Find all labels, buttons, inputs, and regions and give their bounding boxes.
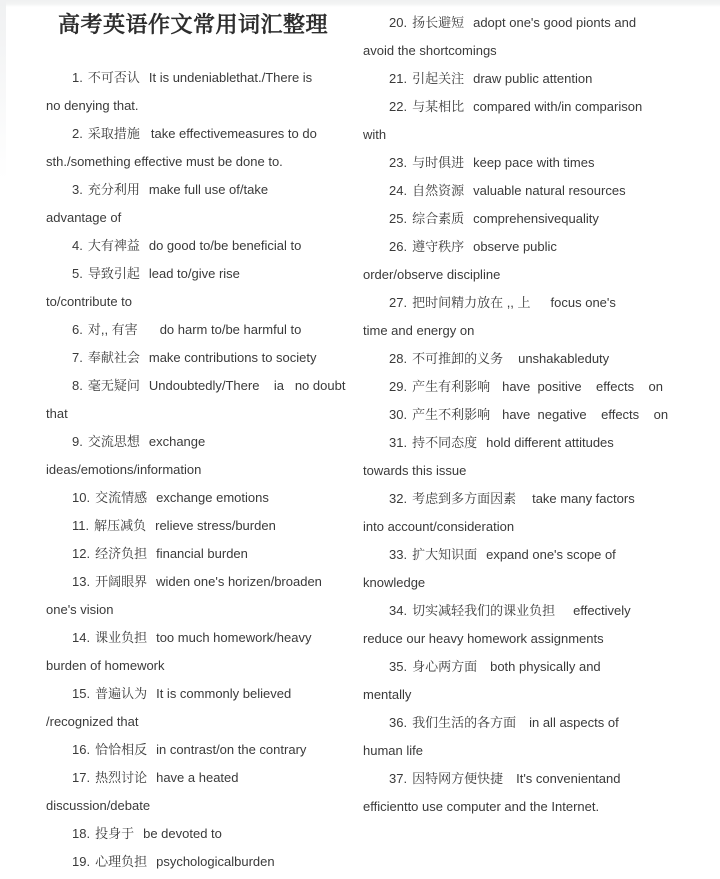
item-number: 25. xyxy=(389,211,408,226)
vocab-item xyxy=(46,64,348,120)
vocab-item-first-line xyxy=(363,653,655,681)
vocab-item-first-line xyxy=(46,820,348,848)
item-number: 8. xyxy=(72,378,83,393)
vocab-item xyxy=(46,428,348,484)
item-number: 20. xyxy=(389,15,408,30)
vocab-item xyxy=(46,764,348,820)
vocab-item-first-line xyxy=(363,485,655,513)
item-term-cn: 充分利用 xyxy=(87,182,140,197)
vocab-item-first-line xyxy=(46,344,348,372)
item-phrase-en: observe public xyxy=(473,239,557,254)
vocab-item-first-line xyxy=(363,541,655,569)
item-number: 23. xyxy=(389,155,408,170)
vocab-item-first-line xyxy=(46,176,348,204)
vocab-item-wrap-line: into account/consideration xyxy=(363,519,515,534)
vocab-item-wrap-line: advantage of xyxy=(46,210,122,225)
item-term-cn: 引起关注 xyxy=(412,71,465,86)
item-number: 3. xyxy=(72,182,83,197)
vocab-item xyxy=(46,540,348,568)
item-number: 37. xyxy=(389,771,408,786)
item-term-cn: 扩大知识面 xyxy=(412,547,478,562)
item-phrase-en: psychologicalburden xyxy=(156,854,275,869)
item-number: 27. xyxy=(389,295,408,310)
vocab-item-wrap-line: order/observe discipline xyxy=(363,267,501,282)
vocab-item-first-line xyxy=(46,260,348,288)
vocab-item-wrap-line: burden of homework xyxy=(46,658,165,673)
vocab-item-first-line xyxy=(46,316,348,344)
item-term-cn: 热烈讨论 xyxy=(95,770,148,785)
vocab-item-wrap-line: time and energy on xyxy=(363,323,475,338)
item-phrase-en: relieve stress/burden xyxy=(155,518,276,533)
item-number: 14. xyxy=(72,630,91,645)
item-number: 35. xyxy=(389,659,408,674)
item-number: 34. xyxy=(389,603,408,618)
vocab-item-first-line xyxy=(363,205,655,233)
vocab-item-first-line xyxy=(363,93,655,121)
vocab-item-first-line xyxy=(46,848,348,876)
vocab-item xyxy=(363,233,655,289)
vocab-item-first-line xyxy=(363,709,655,737)
item-term-cn: 课业负担 xyxy=(95,630,148,645)
item-number: 4. xyxy=(72,238,83,253)
page-edge-shadow-left xyxy=(0,0,6,180)
page-edge-shadow-top xyxy=(0,0,720,7)
item-phrase-en: make contributions to society xyxy=(148,350,317,365)
item-term-cn: 大有禆益 xyxy=(87,238,140,253)
vocab-item-first-line xyxy=(363,149,655,177)
item-number: 9. xyxy=(72,434,83,449)
vocab-item-wrap-line: to/contribute to xyxy=(46,294,132,309)
item-number: 1. xyxy=(72,70,83,85)
item-phrase-en: effectively xyxy=(573,603,631,618)
vocab-item-wrap-line: knowledge xyxy=(363,575,426,590)
vocab-item xyxy=(46,568,348,624)
item-phrase-en: It's convenientand xyxy=(516,771,621,786)
item-number: 18. xyxy=(72,826,91,841)
item-phrase-en: be devoted to xyxy=(143,826,222,841)
item-term-cn: 经济负担 xyxy=(95,546,148,561)
item-term-cn: 因特网方便快捷 xyxy=(412,771,504,786)
item-phrase-en: too much homework/heavy xyxy=(156,630,312,645)
vocab-item-first-line xyxy=(363,233,655,261)
item-term-cn: 考虑到多方面因素 xyxy=(412,491,517,506)
item-phrase-en: do harm to/be harmful to xyxy=(159,322,302,337)
vocab-item-first-line xyxy=(46,540,348,568)
item-phrase-en: unshakableduty xyxy=(518,351,610,366)
item-phrase-en: make full use of/take xyxy=(148,182,269,197)
vocab-item xyxy=(363,149,655,177)
item-term-cn: 我们生活的各方面 xyxy=(412,715,517,730)
vocab-item-first-line xyxy=(46,736,348,764)
item-number: 32. xyxy=(389,491,408,506)
vocab-item xyxy=(46,316,348,344)
item-number: 11. xyxy=(72,518,90,533)
item-phrase-en: exchange xyxy=(148,434,206,449)
vocab-item-first-line xyxy=(46,512,348,540)
item-term-cn: 不可推卸的义务 xyxy=(412,351,504,366)
item-term-cn: 不可否认 xyxy=(87,70,140,85)
item-phrase-en: valuable natural resources xyxy=(473,183,626,198)
item-term-cn: 普遍认为 xyxy=(95,686,148,701)
vocab-item xyxy=(363,597,655,653)
vocab-item-first-line xyxy=(46,64,348,92)
item-number: 29. xyxy=(389,379,408,394)
vocab-item xyxy=(363,653,655,709)
vocab-item xyxy=(363,177,655,205)
item-term-cn: 恰恰相反 xyxy=(95,742,148,757)
item-number: 19. xyxy=(72,854,91,869)
item-phrase-en: have negative effects on xyxy=(502,407,669,422)
item-number: 33. xyxy=(389,547,408,562)
item-term-cn: 把时间精力放在 ,, 上 xyxy=(412,295,531,310)
item-phrase-en: in contrast/on the contrary xyxy=(156,742,307,757)
item-number: 31. xyxy=(389,435,408,450)
vocab-item-wrap-line: sth./something effective must be done to. xyxy=(46,154,283,169)
item-term-cn: 解压减负 xyxy=(94,518,147,533)
item-number: 10. xyxy=(72,490,91,505)
vocab-item-wrap-line: human life xyxy=(363,743,423,758)
vocab-item xyxy=(363,65,655,93)
vocab-item xyxy=(363,709,655,765)
item-term-cn: 毫无疑问 xyxy=(87,378,140,393)
vocab-item-first-line xyxy=(363,289,655,317)
item-number: 24. xyxy=(389,183,408,198)
vocab-item xyxy=(46,344,348,372)
vocab-item-first-line xyxy=(363,9,655,37)
item-phrase-en: do good to/be beneficial to xyxy=(148,238,302,253)
item-number: 2. xyxy=(72,126,83,141)
column-right xyxy=(363,9,669,821)
item-number: 22. xyxy=(389,99,408,114)
item-number: 7. xyxy=(72,350,83,365)
vocab-item xyxy=(363,485,655,541)
item-number: 28. xyxy=(389,351,408,366)
item-phrase-en: have positive effects on xyxy=(502,379,664,394)
item-term-cn: 与某相比 xyxy=(412,99,465,114)
vocab-item-first-line xyxy=(46,428,348,456)
item-phrase-en: expand one's scope of xyxy=(486,547,616,562)
item-number: 21. xyxy=(389,71,408,86)
item-phrase-en: widen one's horizen/broaden xyxy=(156,574,322,589)
vocab-item-first-line xyxy=(363,345,655,373)
item-phrase-en: both physically and xyxy=(490,659,601,674)
vocab-item-first-line xyxy=(46,372,348,400)
vocab-item-wrap-line: avoid the shortcomings xyxy=(363,43,497,58)
item-phrase-en: take effectivemeasures to do xyxy=(150,126,317,141)
vocab-item-wrap-line: reduce our heavy homework assignments xyxy=(363,631,604,646)
page-title: 高考英语作文常用词汇整理 xyxy=(58,12,329,37)
vocab-item-first-line xyxy=(46,232,348,260)
item-term-cn: 交流思想 xyxy=(87,434,140,449)
vocab-item xyxy=(46,232,348,260)
item-phrase-en: focus one's xyxy=(550,295,616,310)
vocab-item-wrap-line: no denying that. xyxy=(46,98,139,113)
vocab-item xyxy=(46,484,348,512)
item-term-cn: 产生有利影响 xyxy=(412,379,491,394)
column-left xyxy=(46,64,348,876)
item-number: 26. xyxy=(389,239,408,254)
vocab-item-first-line xyxy=(46,624,348,652)
vocab-item xyxy=(363,9,655,65)
item-phrase-en: keep pace with times xyxy=(473,155,595,170)
vocab-item-first-line xyxy=(46,484,348,512)
vocab-item xyxy=(363,401,669,429)
vocab-item-first-line xyxy=(363,429,655,457)
item-number: 15. xyxy=(72,686,91,701)
vocab-item-first-line xyxy=(46,120,348,148)
item-term-cn: 与时俱进 xyxy=(412,155,465,170)
item-number: 17. xyxy=(72,770,91,785)
vocab-item-wrap-line: one's vision xyxy=(46,602,114,617)
vocab-item-wrap-line: ideas/emotions/information xyxy=(46,462,202,477)
item-phrase-en: hold different attitudes xyxy=(486,435,614,450)
vocab-item-first-line xyxy=(363,177,655,205)
item-phrase-en: have a heated xyxy=(156,770,239,785)
item-term-cn: 产生不利影响 xyxy=(412,407,491,422)
item-term-cn: 开阔眼界 xyxy=(95,574,148,589)
item-term-cn: 持不同态度 xyxy=(412,435,478,450)
vocab-item xyxy=(46,624,348,680)
item-phrase-en: compared with/in comparison xyxy=(473,99,643,114)
item-number: 30. xyxy=(389,407,408,422)
vocab-item-wrap-line: that xyxy=(46,406,68,421)
vocab-item xyxy=(46,736,348,764)
item-phrase-en: It is undeniablethat./There is xyxy=(148,70,313,85)
vocab-item xyxy=(46,120,348,176)
item-term-cn: 综合素质 xyxy=(412,211,465,226)
item-term-cn: 身心两方面 xyxy=(412,659,478,674)
vocab-item xyxy=(363,429,655,485)
vocab-item-first-line xyxy=(363,765,655,793)
item-term-cn: 遵守秩序 xyxy=(412,239,465,254)
vocab-item xyxy=(46,372,348,428)
vocab-item-wrap-line: towards this issue xyxy=(363,463,467,478)
item-phrase-en: draw public attention xyxy=(473,71,593,86)
item-term-cn: 自然资源 xyxy=(412,183,465,198)
vocab-item xyxy=(46,260,348,316)
item-phrase-en: comprehensivequality xyxy=(473,211,599,226)
vocab-item xyxy=(363,373,664,401)
item-phrase-en: take many factors xyxy=(532,491,635,506)
vocab-item xyxy=(46,680,348,736)
vocab-item xyxy=(46,512,348,540)
item-term-cn: 导致引起 xyxy=(87,266,140,281)
item-number: 12. xyxy=(72,546,91,561)
vocab-item-first-line xyxy=(363,65,655,93)
vocab-item xyxy=(363,289,655,345)
item-term-cn: 奉献社会 xyxy=(87,350,140,365)
vocab-item xyxy=(363,765,655,821)
item-term-cn: 对,, 有害 xyxy=(87,322,138,337)
vocab-item xyxy=(46,820,348,848)
item-term-cn: 扬长避短 xyxy=(412,15,465,30)
item-term-cn: 心理负担 xyxy=(95,854,148,869)
vocab-item-first-line xyxy=(46,764,348,792)
vocab-item-wrap-line: with xyxy=(363,127,387,142)
vocab-item xyxy=(46,848,348,876)
item-term-cn: 投身于 xyxy=(95,826,135,841)
vocab-item-first-line xyxy=(363,373,664,401)
item-phrase-en: It is commonly believed xyxy=(156,686,292,701)
item-number: 5. xyxy=(72,266,83,281)
vocab-item-first-line xyxy=(363,597,655,625)
item-number: 6. xyxy=(72,322,83,337)
vocab-item xyxy=(363,345,655,373)
item-phrase-en: in all aspects of xyxy=(529,715,619,730)
vocab-item xyxy=(363,541,655,597)
vocab-item xyxy=(363,205,655,233)
vocab-item-wrap-line: discussion/debate xyxy=(46,798,151,813)
item-number: 13. xyxy=(72,574,91,589)
item-term-cn: 交流情感 xyxy=(95,490,148,505)
item-phrase-en: Undoubtedly/There ia no doubt xyxy=(148,378,346,393)
vocab-item xyxy=(46,176,348,232)
item-phrase-en: adopt one's good pionts and xyxy=(473,15,637,30)
vocab-item-first-line xyxy=(46,568,348,596)
item-term-cn: 切实减轻我们的课业负担 xyxy=(412,603,556,618)
vocab-item-wrap-line: efficientto use computer and the Internet. xyxy=(363,799,600,814)
vocab-item-first-line xyxy=(363,401,669,429)
item-phrase-en: financial burden xyxy=(156,546,248,561)
item-phrase-en: lead to/give rise xyxy=(148,266,240,281)
vocab-item-wrap-line: mentally xyxy=(363,687,412,702)
item-number: 36. xyxy=(389,715,408,730)
item-phrase-en: exchange emotions xyxy=(156,490,269,505)
item-number: 16. xyxy=(72,742,91,757)
vocab-item-first-line xyxy=(46,680,348,708)
vocab-item-wrap-line: /recognized that xyxy=(46,714,139,729)
item-term-cn: 采取措施 xyxy=(87,126,140,141)
vocab-item xyxy=(363,93,655,149)
